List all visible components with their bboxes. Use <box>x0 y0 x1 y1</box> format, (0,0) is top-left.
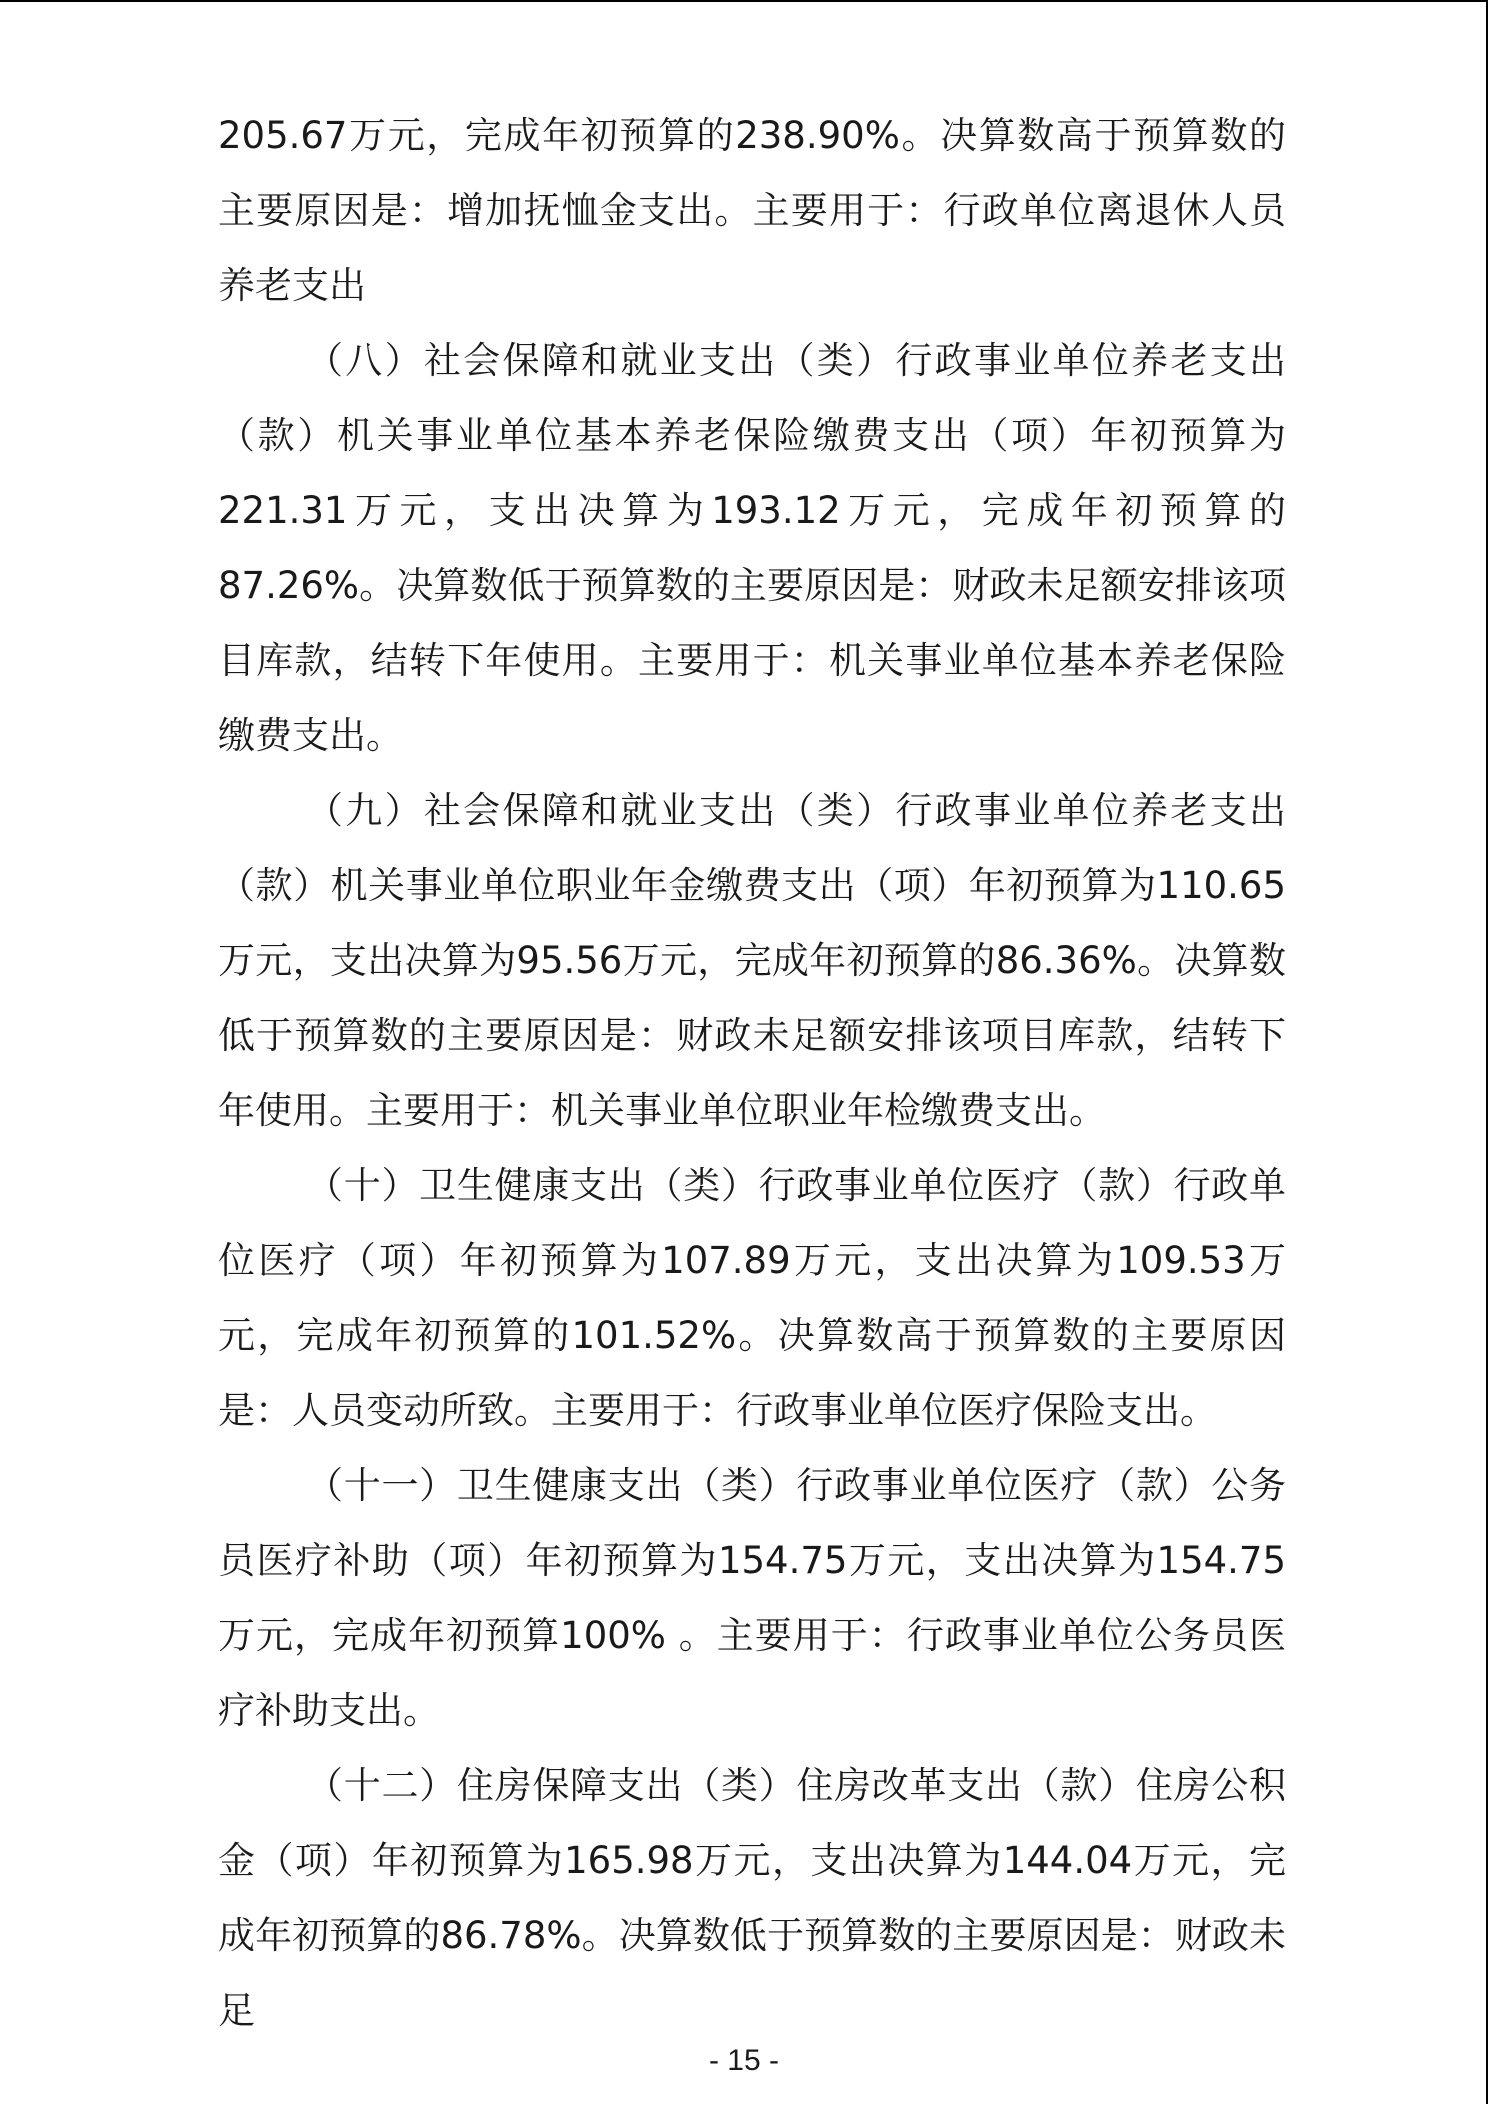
paragraph-item-10: （十）卫生健康支出（类）行政事业单位医疗（款）行政单位医疗（项）年初预算为107.89万元，支出决算为109.53万元，完成年初预算的101.52%。决算数高于预算数的主要原因是：人员变动所致。主要用于：行政事业单位医疗保险支出。 <box>218 1164 1286 1432</box>
paragraph-item-11: （十一）卫生健康支出（类）行政事业单位医疗（款）公务员医疗补助（项）年初预算为154.75万元，支出决算为154.75万元，完成年初预算100% 。主要用于：行政事业单位公务员医疗补助支出。 <box>218 1464 1286 1732</box>
paragraph-item-9: （九）社会保障和就业支出（类）行政事业单位养老支出（款）机关事业单位职业年金缴费支出（项）年初预算为110.65万元，支出决算为95.56万元，完成年初预算的86.36%。决算数低于预算数的主要原因是：财政未足额安排该项目库款，结转下年使用。主要用于：机关事业单位职业年检缴费支出。 <box>218 789 1286 1132</box>
page-number: - 15 - <box>708 2044 780 2077</box>
paragraph-item-12: （十二）住房保障支出（类）住房改革支出（款）住房公积金（项）年初预算为165.98万元，支出决算为144.04万元，完成年初预算的86.78%。决算数低于预算数的主要原因是：财政未足 <box>218 1764 1286 2032</box>
paragraph-item-8: （八）社会保障和就业支出（类）行政事业单位养老支出（款）机关事业单位基本养老保险缴费支出（项）年初预算为221.31万元，支出决算为193.12万元，完成年初预算的87.26%。决算数低于预算数的主要原因是：财政未足额安排该项目库款，结转下年使用。主要用于：机关事业单位基本养老保险缴费支出。 <box>218 339 1286 757</box>
body-text <box>218 98 1286 2048</box>
paragraph-continuation: 205.67万元，完成年初预算的238.90%。决算数高于预算数的主要原因是：增加抚恤金支出。主要用于：行政单位离退休人员养老支出 <box>218 114 1286 307</box>
